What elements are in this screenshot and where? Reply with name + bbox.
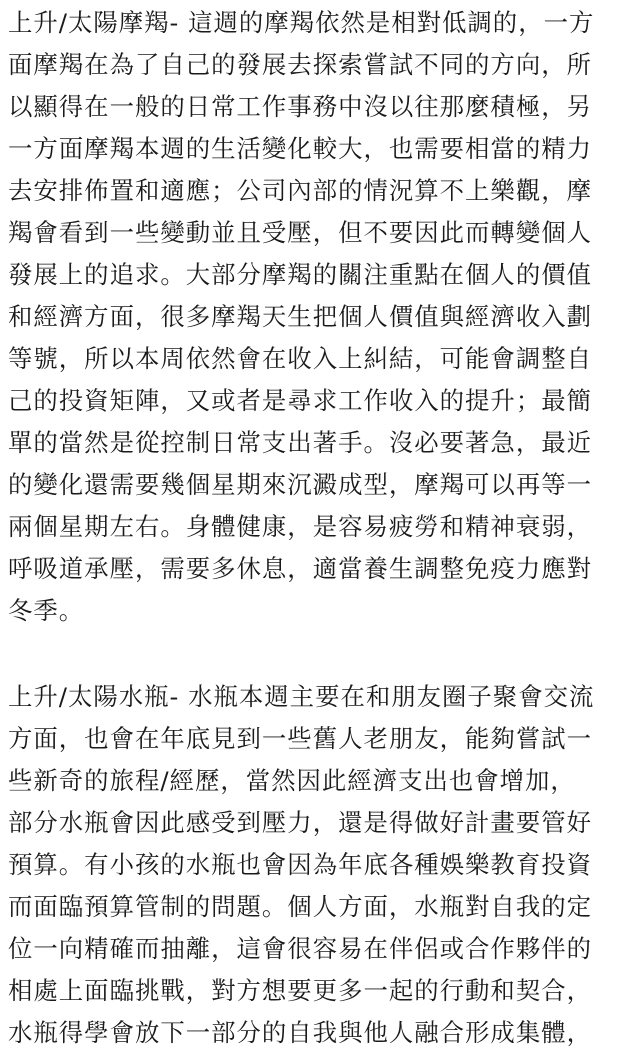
- text-line: 上升/太陽水瓶- 水瓶本週主要在和朋友圈子聚會交流: [8, 682, 595, 711]
- text-line: 預算。有小孩的水瓶也會因為年底各種娛樂教育投資: [8, 850, 592, 879]
- text-line: 等號，所以本周依然會在收入上糾結，可能會調整自: [8, 344, 592, 373]
- text-line: 位一向精確而抽離，這會很容易在伴侶或合作夥伴的: [8, 934, 592, 963]
- text-line: 發展上的追求。大部分摩羯的關注重點在個人的價值: [8, 260, 592, 289]
- article-body: [8, 0, 612, 1054]
- text-line: 去安排佈置和適應；公司內部的情況算不上樂觀，摩: [8, 176, 592, 205]
- text-line: 己的投資矩陣，又或者是尋求工作收入的提升；最簡: [8, 386, 592, 415]
- text-line: 一方面摩羯本週的生活變化較大，也需要相當的精力: [8, 134, 592, 163]
- text-line: 的變化還需要幾個星期來沉澱成型，摩羯可以再等一: [8, 470, 592, 499]
- text-line: 些新奇的旅程/經歷，當然因此經濟支出也會增加，: [8, 766, 576, 795]
- paragraph-gap: [8, 632, 612, 674]
- text-line: 部分水瓶會因此感受到壓力，還是得做好計畫要管好: [8, 808, 592, 837]
- text-line: 以顯得在一般的日常工作事務中沒以往那麼積極，另: [8, 92, 592, 121]
- text-line: 和經濟方面，很多摩羯天生把個人價值與經濟收入劃: [8, 302, 592, 331]
- text-line: 呼吸道承壓，需要多休息，適當養生調整免疫力應對: [8, 554, 592, 583]
- text-line: 羯會看到一些變動並且受壓，但不要因此而轉變個人: [8, 218, 592, 247]
- text-line: 面摩羯在為了自己的發展去探索嘗試不同的方向，所: [8, 50, 592, 79]
- text-line: 單的當然是從控制日常支出著手。沒必要著急，最近: [8, 428, 592, 457]
- text-line: 冬季。: [8, 596, 85, 625]
- text-line: 相處上面臨挑戰，對方想要更多一起的行動和契合，: [8, 976, 592, 1005]
- text-line: 而面臨預算管制的問題。個人方面，水瓶對自我的定: [8, 892, 592, 921]
- text-line: 上升/太陽摩羯- 這週的摩羯依然是相對低調的，一方: [8, 8, 595, 37]
- text-line: 方面，也會在年底見到一些舊人老朋友，能夠嘗試一: [8, 724, 592, 753]
- text-line: 兩個星期左右。身體健康，是容易疲勞和精神衰弱，: [8, 512, 592, 541]
- section-aquarius: [8, 674, 612, 1054]
- text-line: 水瓶得學會放下一部分的自我與他人融合形成集體，: [8, 1018, 592, 1047]
- section-capricorn: [8, 0, 612, 632]
